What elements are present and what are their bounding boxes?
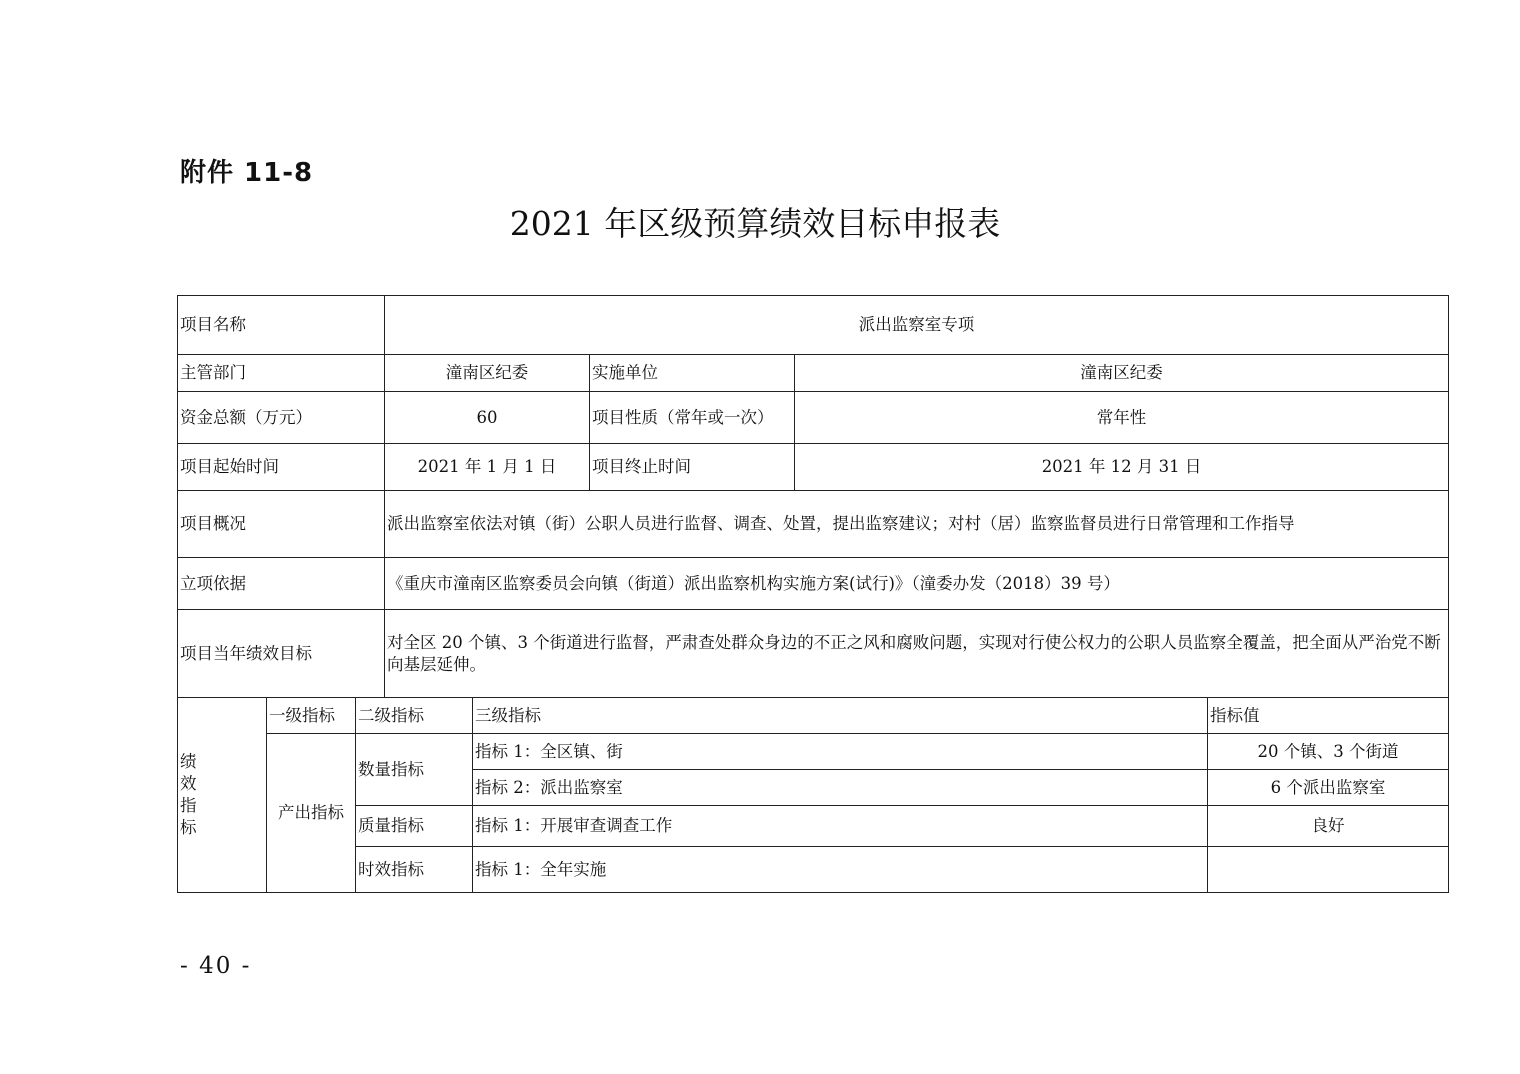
row-indicator-header bbox=[178, 698, 1449, 734]
row-overview bbox=[178, 491, 1449, 558]
time-label: 时效指标 bbox=[356, 847, 473, 893]
budget-performance-form bbox=[177, 295, 1449, 893]
table-row bbox=[178, 734, 1449, 770]
indicator-value: 6 个派出监察室 bbox=[1208, 770, 1449, 806]
indicator-name: 指标 1：全年实施 bbox=[473, 847, 1208, 893]
impl-unit-label: 实施单位 bbox=[590, 355, 795, 392]
row-time bbox=[178, 444, 1449, 491]
indicator-name: 指标 1：全区镇、街 bbox=[473, 734, 1208, 770]
table-row bbox=[178, 806, 1449, 847]
indicator-value bbox=[1208, 847, 1449, 893]
start-time-label: 项目起始时间 bbox=[178, 444, 385, 491]
dept-value: 潼南区纪委 bbox=[385, 355, 590, 392]
indicator-name: 指标 2：派出监察室 bbox=[473, 770, 1208, 806]
attachment-label: 附件 11-8 bbox=[180, 158, 314, 188]
table-row bbox=[178, 847, 1449, 893]
basis-label: 立项依据 bbox=[178, 558, 385, 610]
goal-value: 对全区 20 个镇、3 个街道进行监督，严肃查处群众身边的不正之风和腐败问题，实现对行使公权力的公职人员监察全覆盖，把全面从严治党不断向基层延伸。 bbox=[385, 610, 1449, 698]
dept-label: 主管部门 bbox=[178, 355, 385, 392]
header-level2: 二级指标 bbox=[356, 698, 473, 734]
goal-label: 项目当年绩效目标 bbox=[178, 610, 385, 698]
page-title: 2021 年区级预算绩效目标申报表 bbox=[509, 204, 1001, 243]
fund-total-label: 资金总额（万元） bbox=[178, 392, 385, 444]
project-name-label: 项目名称 bbox=[178, 296, 385, 355]
quality-label: 质量指标 bbox=[356, 806, 473, 847]
header-value: 指标值 bbox=[1208, 698, 1449, 734]
nature-value: 常年性 bbox=[795, 392, 1449, 444]
nature-label: 项目性质（常年或一次） bbox=[590, 392, 795, 444]
overview-label: 项目概况 bbox=[178, 491, 385, 558]
quantity-label: 数量指标 bbox=[356, 734, 473, 806]
row-fund bbox=[178, 392, 1449, 444]
header-level1: 一级指标 bbox=[267, 698, 356, 734]
page-number: - 40 - bbox=[180, 953, 252, 979]
header-level3: 三级指标 bbox=[473, 698, 1208, 734]
row-project-name bbox=[178, 296, 1449, 355]
fund-total-value: 60 bbox=[385, 392, 590, 444]
indicator-section-label: 绩 效 指 标 bbox=[178, 698, 267, 893]
start-time-value: 2021 年 1 月 1 日 bbox=[385, 444, 590, 491]
level1-output: 产出指标 bbox=[267, 734, 356, 893]
indicator-value: 20 个镇、3 个街道 bbox=[1208, 734, 1449, 770]
end-time-label: 项目终止时间 bbox=[590, 444, 795, 491]
row-dept bbox=[178, 355, 1449, 392]
basis-value: 《重庆市潼南区监察委员会向镇（街道）派出监察机构实施方案(试行)》（潼委办发（2018）39 号） bbox=[385, 558, 1449, 610]
overview-value: 派出监察室依法对镇（街）公职人员进行监督、调查、处置，提出监察建议；对村（居）监察监督员进行日常管理和工作指导 bbox=[385, 491, 1449, 558]
indicator-name: 指标 1：开展审查调查工作 bbox=[473, 806, 1208, 847]
indicator-value: 良好 bbox=[1208, 806, 1449, 847]
row-goal bbox=[178, 610, 1449, 698]
row-basis bbox=[178, 558, 1449, 610]
project-name-value: 派出监察室专项 bbox=[385, 296, 1449, 355]
end-time-value: 2021 年 12 月 31 日 bbox=[795, 444, 1449, 491]
impl-unit-value: 潼南区纪委 bbox=[795, 355, 1449, 392]
